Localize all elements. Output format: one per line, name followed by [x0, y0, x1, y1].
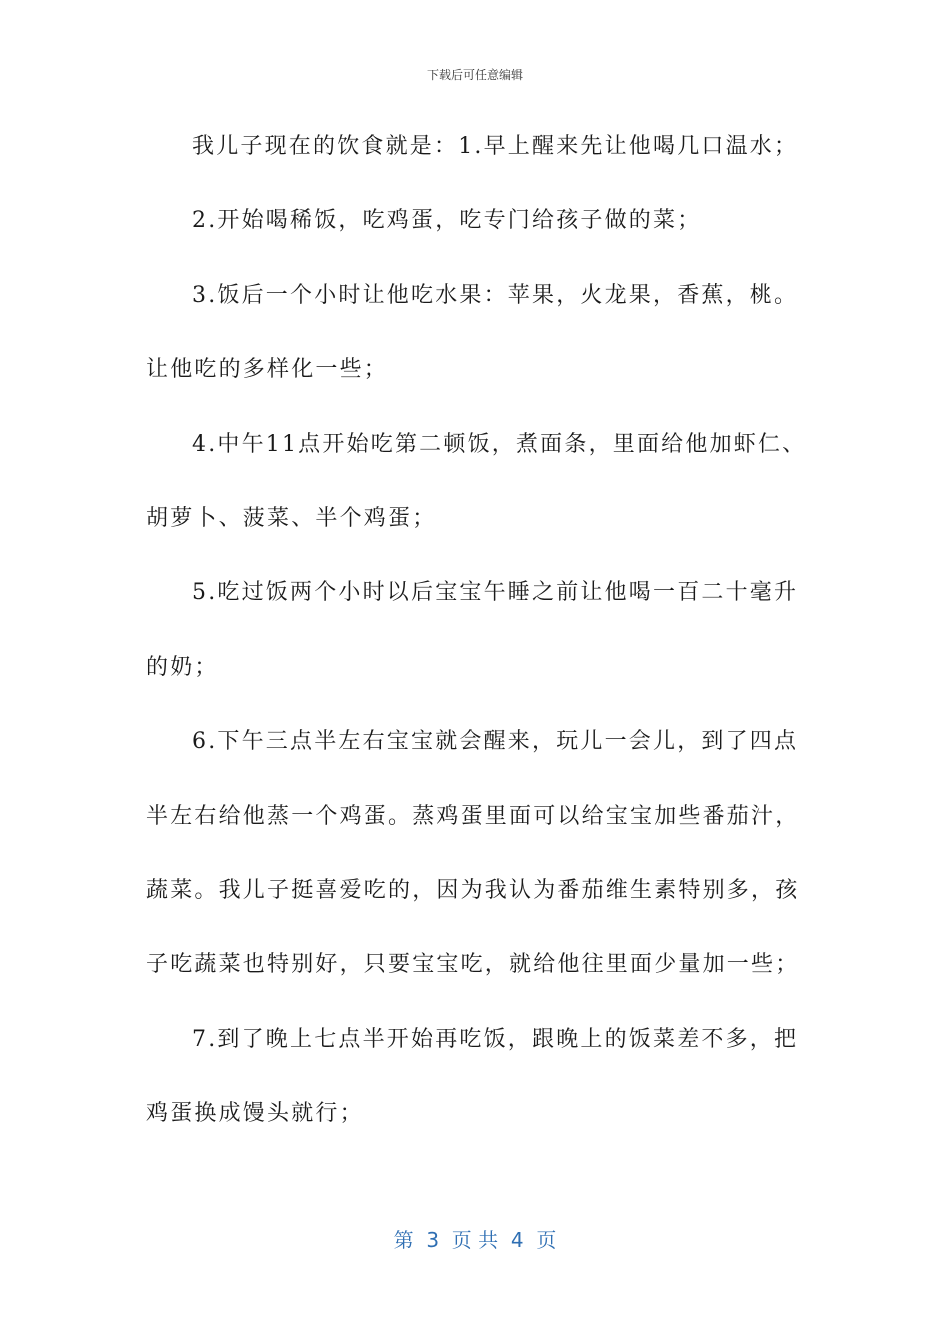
paragraph-line: 的奶；	[146, 654, 219, 680]
paragraph-line: 子吃蔬菜也特别好，只要宝宝吃，就给他往里面少量加一些；	[146, 952, 800, 978]
paragraph-line: 鸡蛋换成馒头就行；	[146, 1101, 364, 1127]
page-number-footer: 第 3 页 共 4 页	[393, 1228, 557, 1252]
paragraph-line: 5.吃过饭两个小时以后宝宝午睡之前让他喝一百二十毫升	[192, 580, 799, 606]
paragraph-line: 让他吃的多样化一些；	[146, 357, 389, 383]
paragraph-line: 胡萝卜、菠菜、半个鸡蛋；	[146, 505, 437, 531]
paragraph-line: 2.开始喝稀饭，吃鸡蛋，吃专门给孩子做的菜；	[192, 208, 702, 234]
page-header: 下载后可任意编辑	[426, 68, 523, 82]
paragraph-line: 6.下午三点半左右宝宝就会醒来，玩儿一会儿，到了四点	[192, 729, 799, 755]
paragraph-line: 我儿子现在的饮食就是：1.早上醒来先让他喝几口温水；	[192, 134, 799, 159]
paragraph-line: 3.饭后一个小时让他吃水果：苹果，火龙果，香蕉，桃。	[192, 282, 799, 308]
document-body	[146, 121, 807, 1162]
paragraph-line: 7.到了晚上七点半开始再吃饭，跟晚上的饭菜差不多，把	[192, 1026, 799, 1052]
paragraph-line: 4.中午11点开始吃第二顿饭，煮面条，里面给他加虾仁、	[192, 431, 807, 457]
paragraph-line: 蔬菜。我儿子挺喜爱吃的，因为我认为番茄维生素特别多，孩	[146, 877, 800, 903]
paragraph-line: 半左右给他蒸一个鸡蛋。蒸鸡蛋里面可以给宝宝加些番茄汁，	[146, 803, 800, 829]
